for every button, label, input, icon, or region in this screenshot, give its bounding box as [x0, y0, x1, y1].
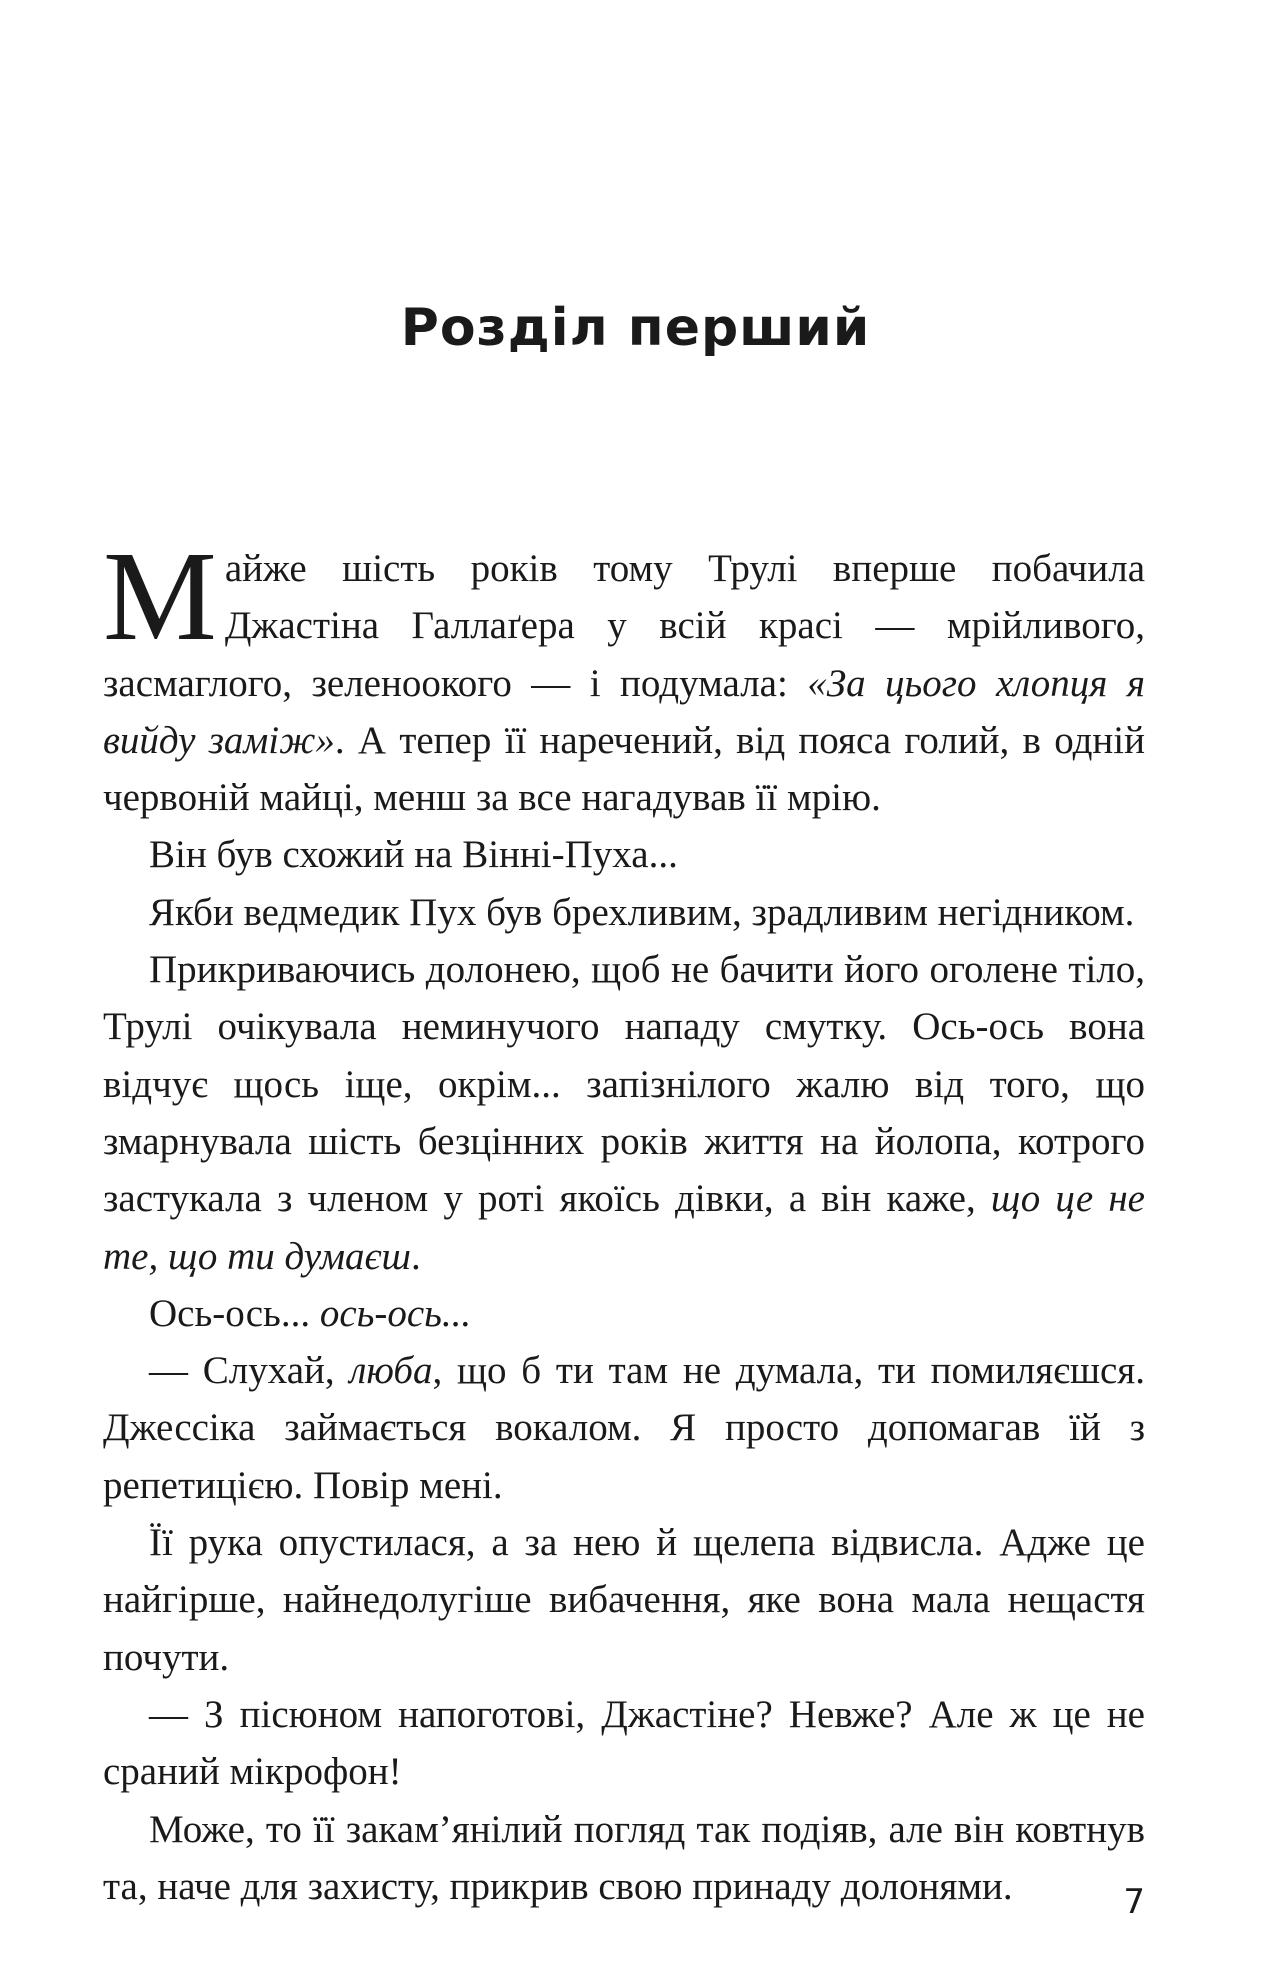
- paragraph: [103, 1686, 1145, 1801]
- drop-cap: М: [103, 525, 217, 667]
- chapter-title: Розділ перший: [400, 298, 871, 358]
- paragraph: [103, 1801, 1145, 1916]
- text-run: Може, то її закам’янілий погляд так подіяв, але він ковтнув та, наче для захисту, прикрив свою принаду долонями.: [103, 1807, 1145, 1908]
- text-run: айже шість років тому Трулі вперше побачила Джастіна Галлаґера у всій красі — мрійливого, засмаглого, зеленоокого — і подумала:: [103, 547, 1145, 705]
- text-run: .: [410, 1234, 421, 1278]
- italic-text: люба: [349, 1349, 433, 1393]
- text-run: Ось-ось...: [149, 1291, 320, 1335]
- page-number: 7: [1123, 1882, 1145, 1922]
- text-run: Якби ведмедик Пух був брехливим, зрадливим негідником.: [149, 890, 1135, 934]
- text-run: . А тепер її наречений, від пояса голий, в одній червоній майці, менш за все нагадував її мрію.: [103, 718, 1145, 820]
- italic-text: що це не те, що ти думаєш: [103, 1177, 1145, 1278]
- text-run: — З пісюном напоготові, Джастіне? Невже? Але ж це не сраний мікрофон!: [103, 1692, 1145, 1794]
- text-run: — Слухай,: [149, 1349, 350, 1393]
- italic-text: «За цього хлопця я вийду заміж»: [103, 661, 1146, 762]
- paragraph: [103, 525, 1146, 826]
- paragraph: [103, 884, 1145, 941]
- paragraph: [103, 941, 1145, 1285]
- paragraph: [103, 1514, 1145, 1686]
- paragraph: [103, 1342, 1145, 1514]
- body-text: [103, 525, 1146, 1915]
- text-run: , що б ти там не думала, ти помиляєшся. Джессіка займається вокалом. Я просто допомагав їй з репетицією. Повір мені.: [103, 1349, 1145, 1507]
- text-run: Її рука опустилася, а за нею й щелепа відвисла. Адже це найгірше, найнедолугіше вибачення, яке вона мала нещастя почути.: [103, 1521, 1145, 1679]
- text-run: Він був схожий на Вінні-Пуха...: [149, 833, 678, 877]
- paragraph: [103, 826, 1145, 883]
- italic-text: ось-ось...: [319, 1291, 472, 1335]
- text-run: Прикриваючись долонею, щоб не бачити його оголене тіло, Трулі очікувала неминучого нападу смутку. Ось-ось вона відчує щось іще, окрім... запізнілого жалю від того, що змарнувала шість безцінних років життя на йолопа, котрого застукала з членом у роті якоїсь дівки, а він каже,: [103, 948, 1145, 1221]
- paragraph: [103, 1285, 1145, 1342]
